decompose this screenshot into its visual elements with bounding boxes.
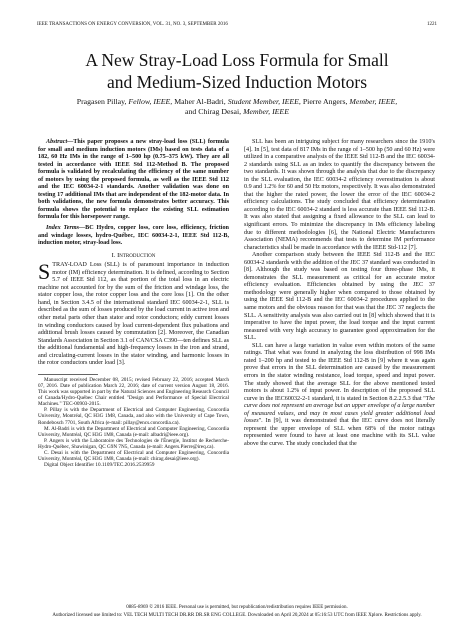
- left-column: [38, 139, 229, 468]
- author-list: [30, 97, 444, 117]
- running-header: [37, 22, 437, 30]
- standard-quote: The curve does not represent an average but an upper envelope of a large number of measured values, and may in most cases yield greater additional load losses: [244, 395, 435, 425]
- footnote-manuscript: Manuscript received December 08, 2015; revised February 22, 2016; accepted March 07, 2016. Date of publication March 22, 2016; date of current version August 18, 2016. This work was supported in part by the Natural Sciences and Engineering Research Council of Canada/Hydro-Québec Chair entitled "Design and Performance of Special Electrical Machines." TEC-00903-2015.: [38, 376, 229, 408]
- paragraph-text: ". In [9], it was demonstrated that the IEC curve does not literally represent the upper envelope of SLL when 68% of the motor ratings represented were found to have at least one machine with its SLL value above the curve. The study concluded that the: [244, 418, 435, 447]
- abstract-text: This paper proposes a new stray-load loss (SLL) formula for small and medium induction motors (IMs) based on tests data of a 182, 60 Hz IMs in the range of 1–500 hp (0.75–375 kW). They are all tested in accordance with IEEE Std 112-Method B. The proposed formula is validated by recalculating the efficiency of the same number of motors by using the proposed formula, as well as the IEEE Std 112 and the IEC 60034-2-1 standards. Another validation was done on testing 17 additional IMs that are independent of the 182-motor data. In both validations, the new formula demonstrates better accuracy. This formula shows the potential to replace the existing SLL estimation formula for this horsepower range.: [38, 139, 229, 221]
- footnotes: [38, 374, 229, 468]
- author-affil: Fellow, IEEE,: [128, 97, 173, 106]
- right-column: [244, 139, 435, 448]
- copyright-notice: 0885-8969 © 2016 IEEE. Personal use is permitted, but republication/redistribution requires IEEE permission.: [126, 605, 348, 610]
- author-affil: Member, IEEE,: [349, 97, 398, 106]
- body-paragraph: [244, 343, 435, 449]
- body-paragraph: SLL has been an intriguing subject for many researchers since the 1910's [4]. In [5], test data of 817 IMs in the range of 1–500 hp (50 and 60 Hz) were utilized in a comparative analysis of the IEEE Std 112-B and the IEC 60034-2 standards using SLL as an index to quantify the discrepancy between the two standards. It was shown through the analysis that due to the discrepancy in the SLL evaluation, the IEC 60034-2 efficiency overestimation is about 0.9 and 1.2% for 60 and 50 Hz motors, respectively. It was also demonstrated that the higher the rated power, the lower the error of the IEC 60034-2 efficiency calculations. The study concluded that efficiency determination according to the IEC 60034-2 standard is less accurate than IEEE Std 112-B. It was also stated that assigning a fixed allowance to the SLL can lead to significant errors. To minimize the discrepancy in IMs efficiency labeling due to different methodologies [6], the National Electric Manufacturers Association (NEMA) recommends that tests to determine IM performance characteristics shall be made in accordance with the IEEE Std-112 [7].: [244, 139, 435, 251]
- footnote-doi: Digital Object Identifier 10.1109/TEC.2016.2539959: [44, 462, 155, 469]
- abstract-label: Abstract—: [46, 139, 74, 145]
- license-notice: Authorized licensed use limited to: VEL TECH MULTI TECH DR.RR DR.SR ENG COLLEGE. Downloaded on April 20,2024 at 05:16:53 UTC from IEEE Xplore. Restrictions apply.: [52, 613, 422, 618]
- intro-paragraph: [38, 259, 229, 368]
- body-paragraph: Another comparison study between the IEEE Std 112-B and the IEC 60034-2 standards with the addition of the JEC 37 standard was conducted in [8]. Although the study was based on testing four three-phase IMs, it demonstrates the SLL measurement as critical for an accurate motor efficiency evaluation. Efficiencies obtained by using the JEC 37 methodology were generally higher when compared to those obtained by using the IEEE Std 112-B and the IEC 60034-2 procedures applied to the same motors and the obvious reason for that was that the JEC 37 neglects the SLL. A sensitivity analysis was also carried out in [8] which showed that it is imperative to have the input power, the load torque and the input current measured with very high accuracy to guarantee good approximation for the SLL.: [244, 252, 435, 342]
- author-name: and Chirag Desai,: [185, 107, 242, 116]
- author-line-1: [30, 97, 444, 107]
- footnote-author: P. Pillay is with the Department of Electrical and Computer Engineering, Concordia University, Montréal, QC H3G 1M8, Canada, and also with the University of Cape Town, Rondebosch 7701, South Africa (e-mail: pillay@encs.concordia.ca).: [38, 407, 229, 426]
- author-affil: Student Member, IEEE,: [227, 97, 301, 106]
- paragraph-text: SLL can have a large variation in value even within motors of the same ratings. That what was found in analyzing the loss distribution of 998 IMs rated 1–200 hp and tested to the IEEE Std 112-B in [9] where it was again prove that errors in the SLL determination are caused by the measurement errors in the stator winding resistance, load torque, speed and input power. The study showed that the average SLL for the above mentioned tested motors is about 1.2% of input power. In description of the proposed SLL curve in the IEC60032-2-1 standard, it is stated in Section 8.2.2.5.3 that ": [244, 342, 435, 402]
- index-terms: [38, 225, 229, 248]
- index-terms-text: BC Hydro, copper loss, core loss, efficiency, friction and windage losses, hydro-Québec, IEC 60034-2-1, IEEE Std 112-B, induction motor, stray-load loss.: [38, 225, 229, 247]
- title-line-1: A New Stray-Load Loss Formula for Small: [85, 50, 389, 70]
- page-number: 1221: [427, 22, 437, 27]
- journal-name: IEEE TRANSACTIONS ON ENERGY CONVERSION, VOL. 31, NO. 3, SEPTEMBER 2016: [37, 22, 228, 27]
- author-name: Maher Al-Badri,: [174, 97, 226, 106]
- drop-cap: S: [38, 259, 51, 285]
- author-line-2: [30, 107, 444, 117]
- intro-text: TRAY-LOAD Loss (SLL) is of paramount importance in induction motor (IM) efficiency determination. It is defined, according to Section 5.7 of IEEE Std 112, as that portion of the total loss in an electric machine not accounted for by the sum of the friction and windage loss, the stator copper loss, the rotor copper loss and the core loss [1]. On the other hand, in Section 3.4.5 of the international standard IEC 60034-2-1, SLL is described as the sum of losses produced by the load current in active iron and other metal parts other than stator and rotor conductors; eddy current losses in winding conductors caused by load current-dependent flux pulsations and additional brush losses caused by commutation [2]. Moreover, the Canadian Standards Association in Section 3.1 of CAN/CSA C390—ten defines SLL as the additional fundamental and high-frequency losses in the iron and strand, and circulating-current losses in the stator winding, and harmonic losses in the rotor conductors under load [3].: [38, 262, 229, 367]
- section-heading: I. Introduction: [111, 251, 156, 259]
- author-affil: Member, IEEE: [243, 107, 289, 116]
- footnote-author: C. Desai is with the Department of Electrical and Computer Engineering, Concordia University, Montréal, QC H3G 1M8, Canada (e-mail: chirag.desai@ieee.org).: [38, 449, 229, 463]
- title-line-2: and Medium-Sized Induction Motors: [106, 72, 368, 92]
- footnote-author: P. Angers is with the Laboratoire des Technologies de l'Énergie, Institut de Recherche-Hydro-Québec, Shawinigan, QC G9N 7N5, Canada (e-mail: Angers.Pierre@ireq.ca).: [38, 437, 229, 450]
- paper-title: [20, 49, 454, 93]
- author-name: Pragasen Pillay,: [76, 97, 127, 106]
- index-terms-label: Index Terms—: [46, 225, 86, 232]
- footnote-author: M. Al-Badri is with the Department of Electrical and Computer Engineering, Concordia University, Montréal, QC H3G 1M8, Canada (e-mail: albadri@ieee.org).: [38, 425, 229, 438]
- author-name: Pierre Angers,: [302, 97, 348, 106]
- footnote-rule: [38, 374, 98, 375]
- abstract: [38, 139, 229, 222]
